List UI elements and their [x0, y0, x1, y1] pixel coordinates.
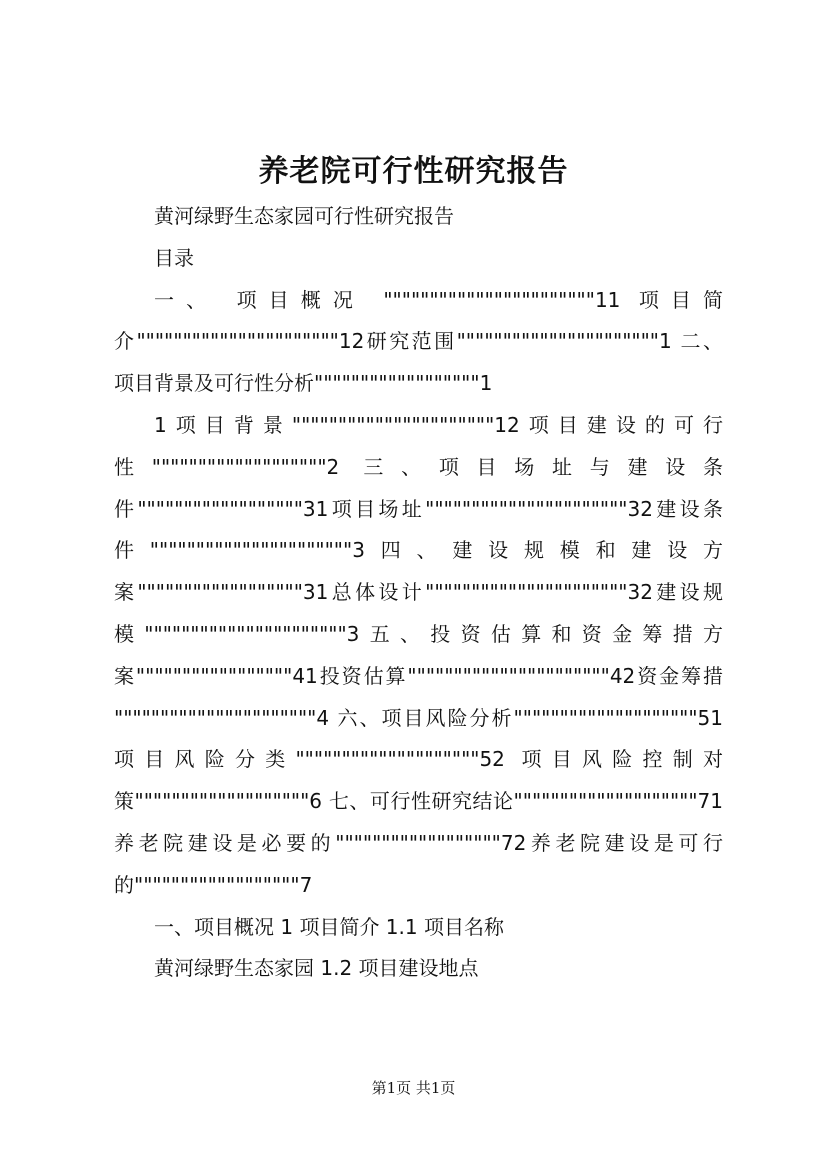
section-paragraph-1: 一、项目概况 1 项目简介 1.1 项目名称 — [154, 914, 504, 939]
document-body — [114, 196, 723, 990]
page-footer: 第1页 共1页 — [371, 1079, 456, 1097]
section-paragraph-2: 黄河绿野生态家园 1.2 项目建设地点 — [154, 956, 479, 981]
toc-heading: 目录 — [154, 245, 194, 270]
toc-paragraph-1: 一、 项目概况 """""""""""""""""""""""11 项目简介""""""""""""""""""""""12研究范围""""""""""""""""""""""1 二、项目背景及可行性分析""""""""""""""""""1 — [114, 287, 723, 396]
toc-paragraph-2: 1项目背景""""""""""""""""""""""12项目建设的可行性"""""""""""""""""""2 三、项目场址与建设条件""""""""""""""""""31项目场址""""""""""""""""""""""32建设条件""""""""""""""""""""""3四、建设规模和建设方案""""""""""""""""""31总体设计""""""""""""""""""""""32建设规模""""""""""""""""""""""3五、投资估算和资金筹措方案"""""""""""""""""41投资估算""""""""""""""""""""""42资金筹措 """"""""""""""""""""""4 六、项目风险分析""""""""""""""""""""51 项目风险分类""""""""""""""""""""52 项目风险控制对策"""""""""""""""""""6 七、可行性研究结论""""""""""""""""""""71 养老院建设是必要的""""""""""""""""""72养老院建设是可行的""""""""""""""""""7 — [114, 412, 723, 897]
subtitle-paragraph: 黄河绿野生态家园可行性研究报告 — [154, 204, 454, 228]
document-title: 养老院可行性研究报告 — [258, 154, 569, 189]
